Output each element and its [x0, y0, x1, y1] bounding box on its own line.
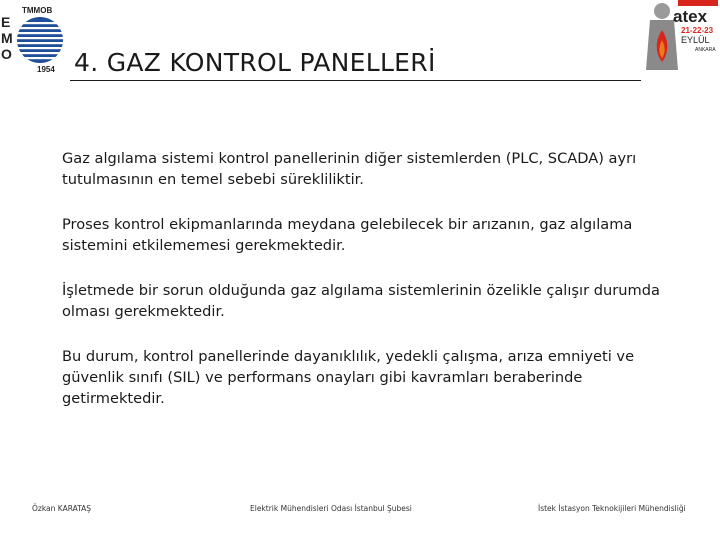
footer-organization: Elektrik Mühendisleri Odası İstanbul Şubesi	[250, 504, 412, 513]
footer-author: Özkan KARATAŞ	[32, 504, 92, 513]
title-divider	[70, 80, 641, 81]
atex-date-text: 21-22-23	[681, 26, 714, 35]
atex-month-text: EYLÜL	[681, 35, 710, 45]
logo-letter-o: O	[1, 46, 12, 62]
atex-brand-text: atex	[673, 7, 708, 26]
logo-tmmob-text: TMMOB	[22, 6, 53, 15]
page-title: 4. GAZ KONTROL PANELLERİ	[74, 48, 436, 77]
logo-letter-e: E	[1, 14, 11, 30]
body-paragraph: İşletmede bir sorun olduğunda gaz algılama sistemlerinin özelikle çalışır durumda olması gerekmektedir.	[62, 282, 660, 320]
footer-discipline: İstek İstasyon Teknokijileri Mühendisliği	[538, 504, 686, 513]
body-paragraph: Gaz algılama sistemi kontrol panellerinin diğer sistemlerden (PLC, SCADA) ayrı tutulmasının en temel sebebi sürekliliktir.	[62, 150, 637, 188]
logo-year-text: 1954	[37, 65, 55, 74]
logo-letter-m: M	[1, 30, 13, 46]
slide-body	[62, 148, 662, 433]
atex-city-text: ANKARA	[695, 47, 716, 53]
emo-logo	[0, 0, 70, 76]
globe-icon	[17, 17, 63, 63]
atex-logo	[640, 0, 720, 78]
body-paragraph: Proses kontrol ekipmanlarında meydana gelebilecek bir arızanın, gaz algılama sistemini etkilememesi gerekmektedir.	[62, 216, 633, 254]
body-paragraph: Bu durum, kontrol panellerinde dayanıklılık, yedekli çalışma, arıza emniyeti ve güvenlik sınıfı (SIL) ve performans onayları gibi kavramları beraberinde getirmektedir.	[62, 348, 635, 407]
